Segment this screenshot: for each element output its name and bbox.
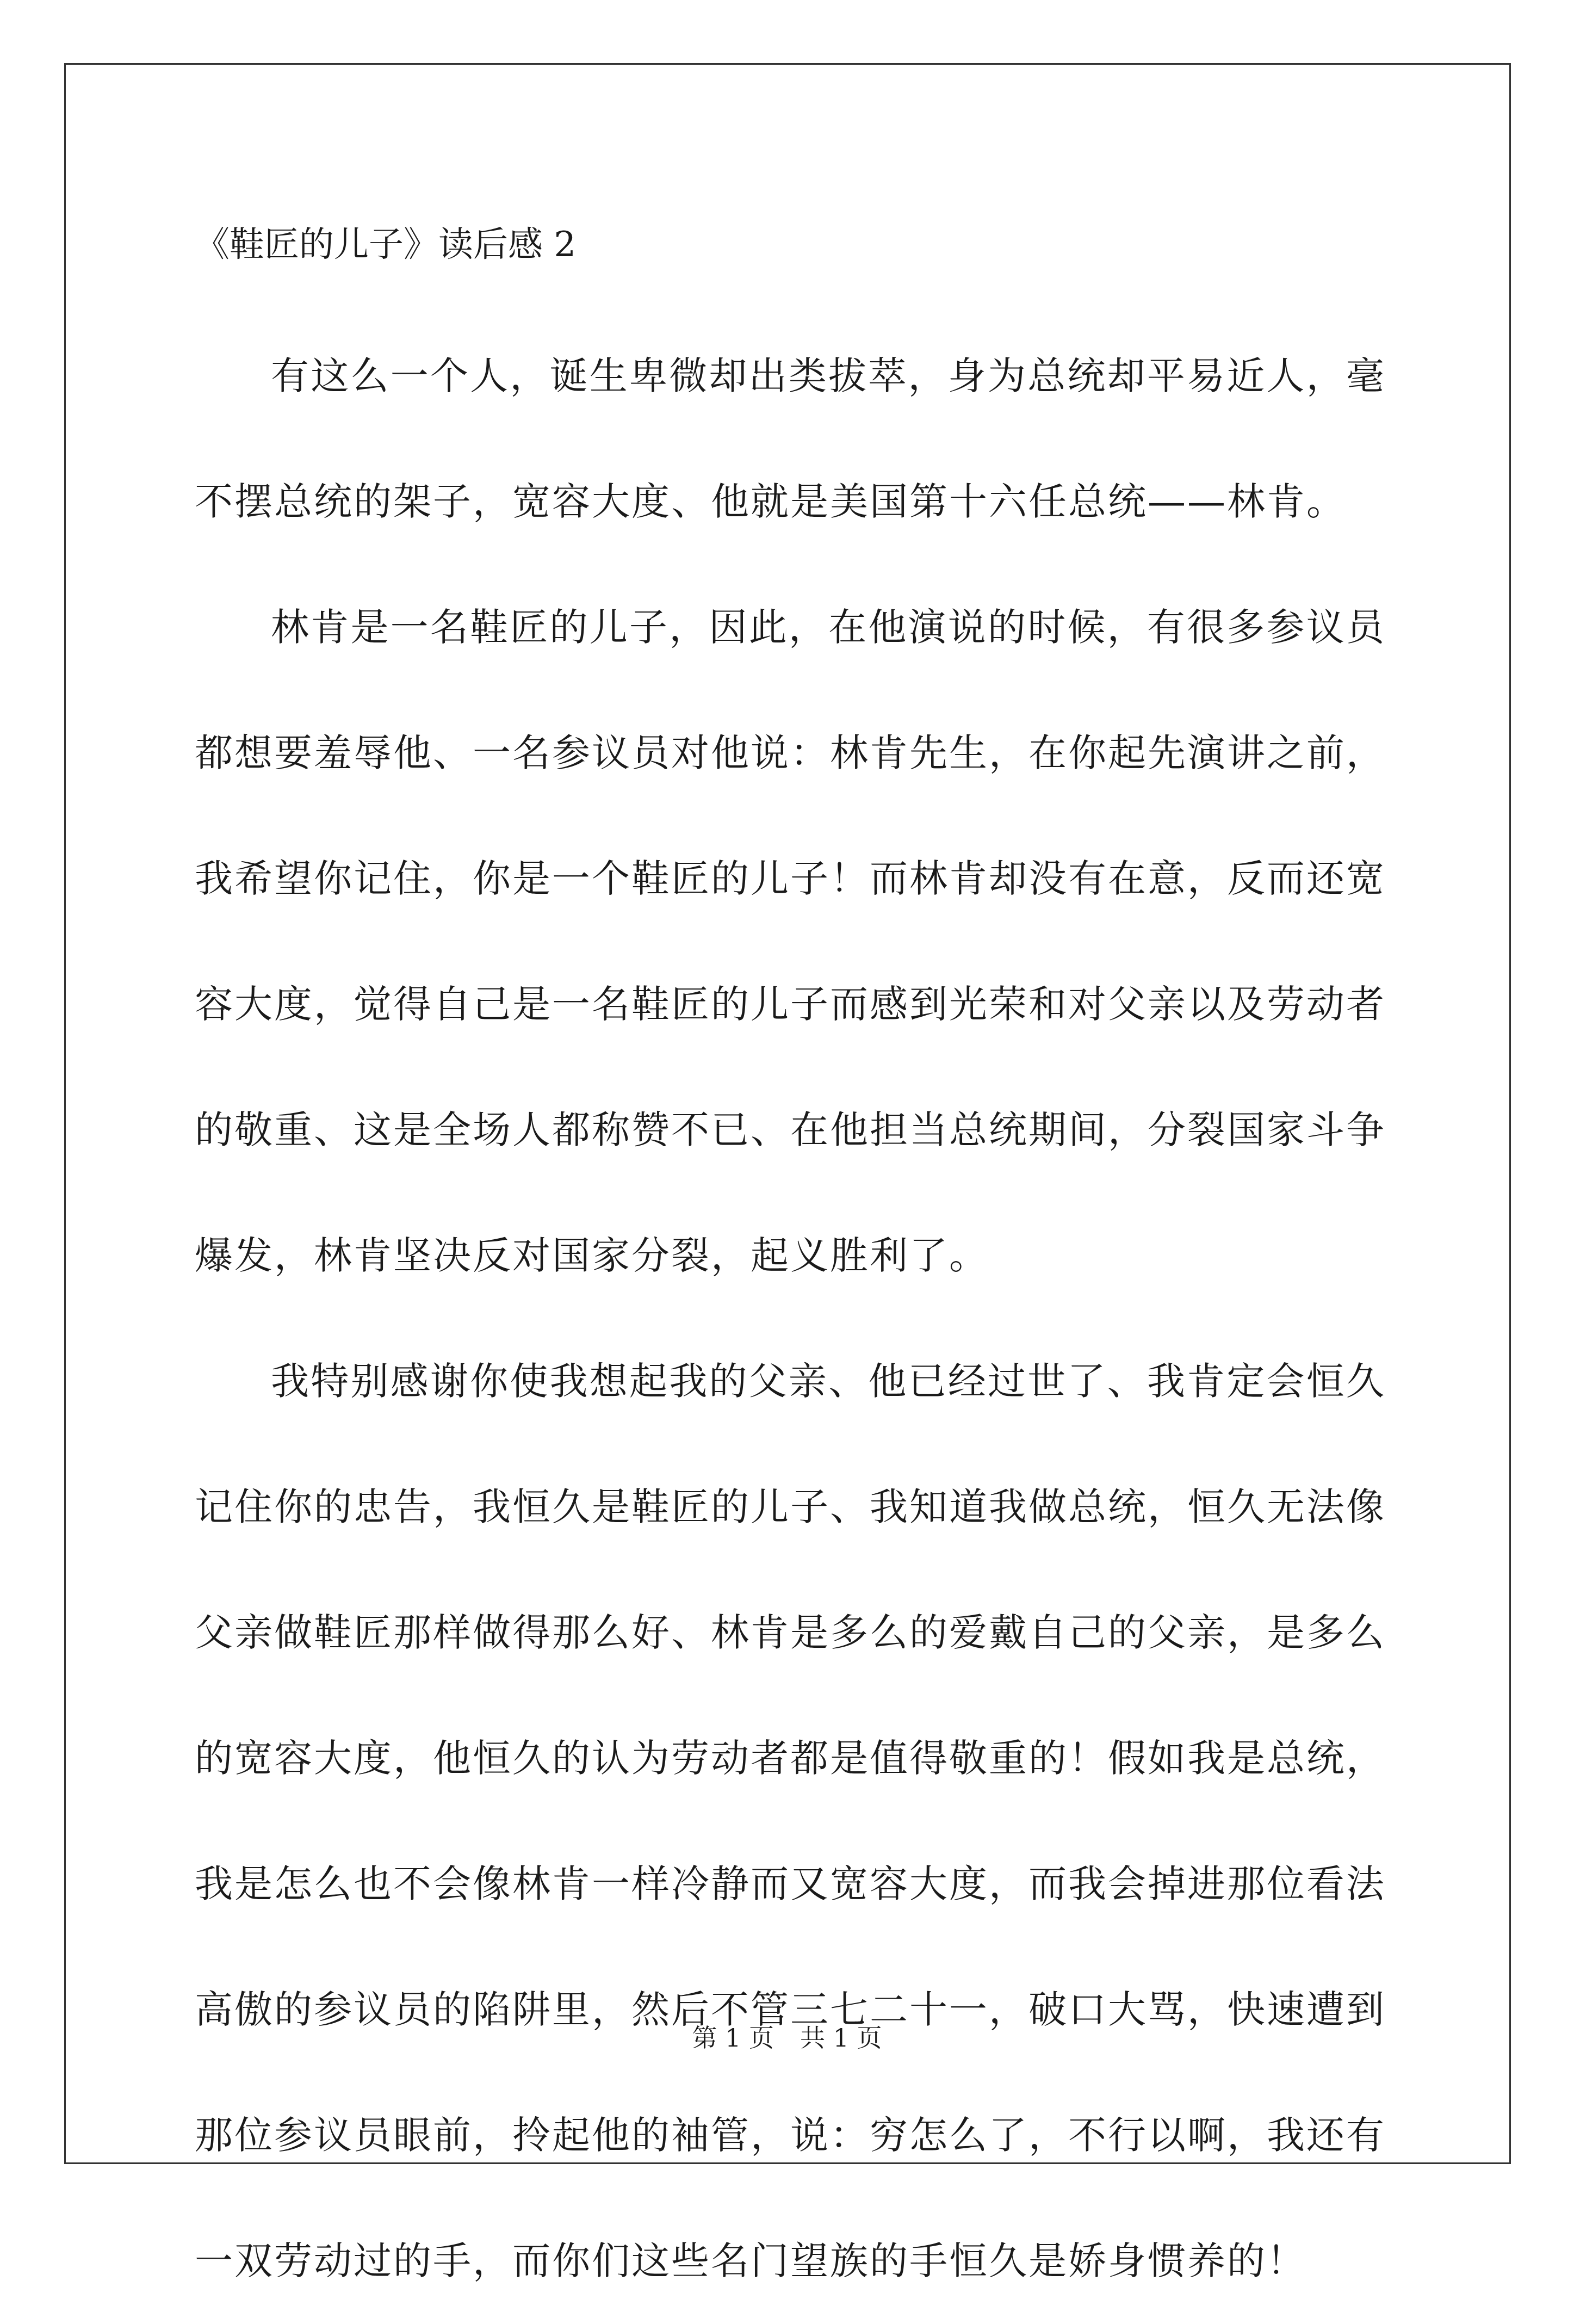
paragraph-1: 有这么一个人，诞生卑微却出类拔萃，身为总统却平易近人，毫不摆总统的架子，宽容大度、他就是美国第十六任总统——林肯。 bbox=[195, 354, 1386, 524]
page-total: 共 1 页 bbox=[800, 2023, 882, 2053]
document-title: 《鞋匠的儿子》读后感 2 bbox=[195, 225, 577, 265]
page-footer bbox=[0, 2022, 1574, 2054]
page-number: 第 1 页 bbox=[692, 2023, 774, 2053]
paragraph-2: 林肯是一名鞋匠的儿子，因此，在他演说的时候，有很多参议员都想要羞辱他、一名参议员对他说：林肯先生，在你起先演讲之前，我希望你记住，你是一个鞋匠的儿子！而林肯却没有在意，反而还宽容大度，觉得自己是一名鞋匠的儿子而感到光荣和对父亲以及劳动者的敬重、这是全场人都称赞不已、在他担当总统期间，分裂国家斗争爆发，林肯坚决反对国家分裂，起义胜利了。 bbox=[195, 605, 1386, 1278]
paragraph-3: 我特别感谢你使我想起我的父亲、他已经过世了、我肯定会恒久记住你的忠告，我恒久是鞋匠的儿子、我知道我做总统，恒久无法像父亲做鞋匠那样做得那么好、林肯是多么的爱戴自己的父亲，是多么的宽容大度，他恒久的认为劳动者都是值得敬重的！假如我是总统，我是怎么也不会像林肯一样冷静而又宽容大度，而我会掉进那位看法高傲的参议员的陷阱里，然后不管三七二十一，破口大骂，快速遭到那位参议员眼前，拎起他的袖管，说：穷怎么了，不行以啊，我还有一双劳动过的手，而你们这些名门望族的手恒久是娇身惯养的！ bbox=[195, 1359, 1386, 2283]
